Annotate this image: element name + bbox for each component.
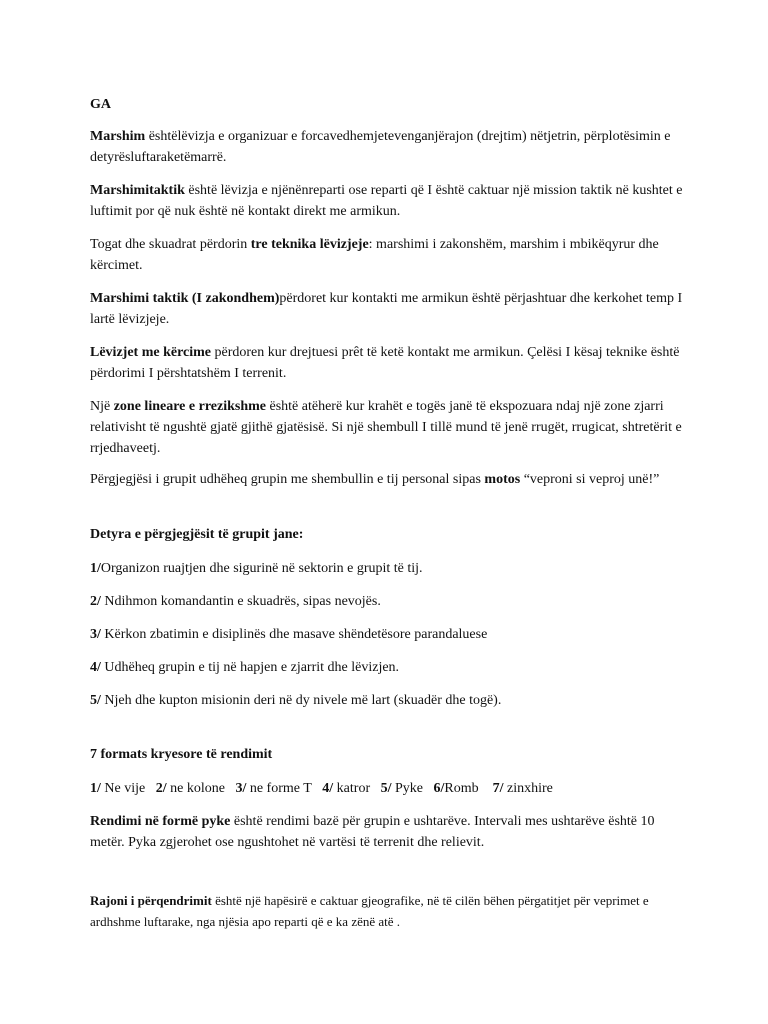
term-zone-lineare: zone lineare e rrezikshme: [113, 399, 266, 414]
duties-heading: Detyra e përgjegjësit të grupit jane:: [90, 527, 304, 542]
term-motos: motos: [484, 472, 521, 487]
paragraph-rajoni: Rajoni i përqendrimit është një hapësirë e caktuar gjeografike, në të cilën bëhen përgatitjet për veprimet e ardhshme luftarake, nga njësia apo reparti që e ka zënë atë .: [90, 893, 649, 929]
duty-item: 4/ Udhëheq grupin e tij në hapjen e zjarrit dhe lëvizjen.: [90, 660, 400, 675]
term-marshim: Marshim: [90, 129, 146, 144]
paragraph-togat: Togat dhe skuadrat përdorin tre teknika lëvizjeje: marshimi i zakonshëm, marshim i mbikëqyrur dhe kërcimet.: [90, 237, 659, 273]
term-marshimi-taktik: Marshimi taktik (I zakondhem): [90, 291, 280, 306]
paragraph-marshimi-taktik: Marshimi taktik (I zakondhem)përdoret kur kontakti me armikun është përjashtuar dhe kerkohet temp I lartë lëvizjeje.: [90, 291, 683, 327]
duty-item: 5/ Njeh dhe kupton misionin deri në dy nivele më lart (skuadër dhe togë).: [90, 693, 502, 708]
document-heading: GA: [90, 97, 111, 112]
paragraph-pergjegjesi: Përgjegjësi i grupit udhëheq grupin me shembullin e tij personal sipas motos “veproni si veproj unë!”: [90, 472, 660, 487]
formats-list: 1/ Ne vije 2/ ne kolone 3/ ne forme T 4/ katror 5/ Pyke 6/Romb 7/ zinxhire: [90, 781, 553, 796]
paragraph-rendimi-pyke: Rendimi në formë pyke është rendimi bazë për grupin e ushtarëve. Intervali mes ushtarëve është 10 metër. Pyka zgjerohet ose ngushtohet në vartësi të terrenit dhe relievit.: [90, 814, 655, 850]
formats-heading: 7 formats kryesore të rendimit: [90, 747, 273, 762]
paragraph-levizjet: Lëvizjet me kërcime përdoren kur drejtuesi prêt të ketë kontakt me armikun. Çelësi I kësaj teknike është përdorimi I përshtatshëm I terrenit.: [90, 345, 680, 381]
term-levizjet: Lëvizjet me kërcime: [90, 345, 212, 360]
term-tre-teknika: tre teknika lëvizjeje: [250, 237, 369, 252]
duty-item: 3/ Kërkon zbatimin e disiplinës dhe masave shëndetësore parandaluese: [90, 627, 488, 642]
paragraph-marshimitaktik: Marshimitaktik është lëvizja e njënënreparti ose reparti që I është caktuar një mission taktik në kushtet e luftimit por që nuk është në kontakt direkt me armikun.: [90, 183, 683, 219]
duty-item: 2/ Ndihmon komandantin e skuadrës, sipas nevojës.: [90, 594, 381, 609]
duty-item: 1/Organizon ruajtjen dhe sigurinë në sektorin e grupit të tij.: [90, 561, 423, 576]
paragraph-zone-lineare: Një zone lineare e rrezikshme është atëherë kur krahët e togës janë të ekspozuara ndaj një zone zjarri relativisht të ngushtë gjatë gjithë gjatësisë. Si një shembull I tillë mund të jenë rrugët, rrugicat, shtretërit e rrjedhaveetj.: [90, 399, 682, 456]
term-rajoni: Rajoni i përqendrimit: [90, 893, 212, 908]
paragraph-marshim: Marshim ështëlëvizja e organizuar e forcavedhemjetevenganjërajon (drejtim) nëtjetrin, përplotësimin e detyrësluftaraketëmarrë.: [90, 129, 671, 165]
term-marshimitaktik: Marshimitaktik: [90, 183, 185, 198]
term-rendimi-pyke: Rendimi në formë pyke: [90, 814, 231, 829]
